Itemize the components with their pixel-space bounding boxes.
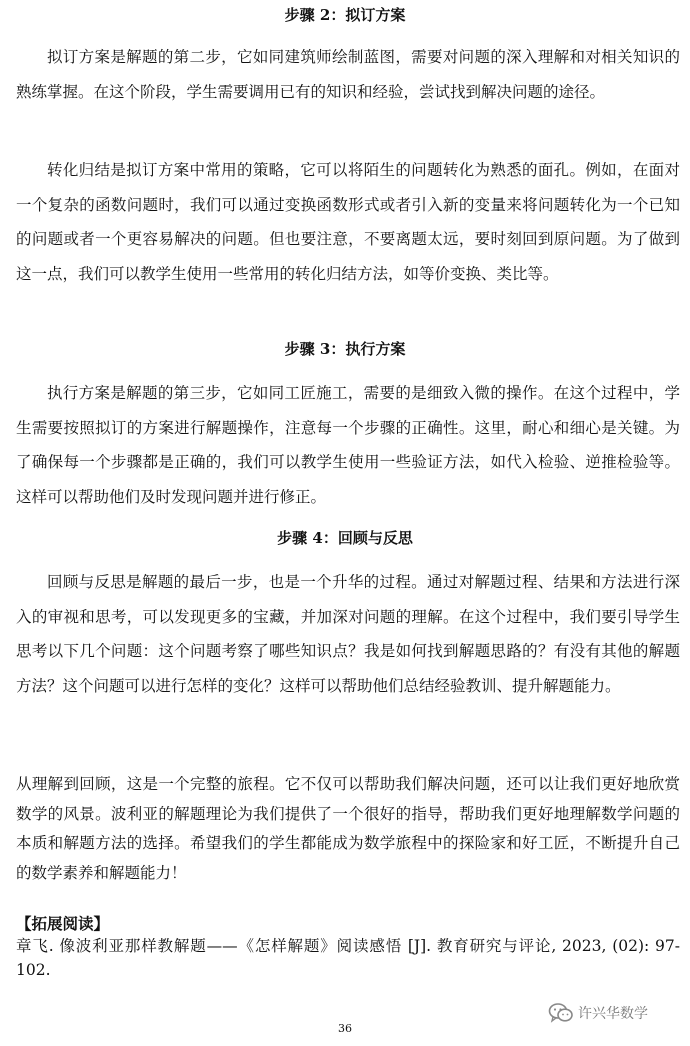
step-2-paragraph-1: 拟订方案是解题的第二步，它如同建筑师绘制蓝图，需要对问题的深入理解和对相关知识的熟练掌握。在这个阶段，学生需要调用已有的知识和经验，尝试找到解决问题的途径。 <box>16 48 680 101</box>
watermark-text: 许兴华数学 <box>578 1006 648 1022</box>
extended-reading-title: 【拓展阅读】 <box>16 914 110 933</box>
extended-reading-reference: 章飞. 像波利亚那样教解题——《怎样解题》阅读感悟 [J]. 教育研究与评论, 2023, (02): 97-102. <box>16 937 680 979</box>
page-number: 36 <box>338 1022 352 1035</box>
conclusion-paragraph: 从理解到回顾，这是一个完整的旅程。它不仅可以帮助我们解决问题，还可以让我们更好地欣赏数学的风景。波利亚的解题理论为我们提供了一个很好的指导，帮助我们更好地理解数学问题的本质和解题方法的选择。希望我们的学生都能成为数学旅程中的探险家和好工匠，不断提升自己的数学素养和解题能力！ <box>16 775 680 882</box>
step-3-paragraph-1: 执行方案是解题的第三步，它如同工匠施工，需要的是细致入微的操作。在这个过程中，学生需要按照拟订的方案进行解题操作，注意每一个步骤的正确性。这里，耐心和细心是关键。为了确保每一个步骤都是正确的，我们可以教学生使用一些验证方法，如代入检验、逆推检验等。这样可以帮助他们及时发现问题并进行修正。 <box>16 384 680 506</box>
wechat-icon <box>548 1002 574 1024</box>
step-4-paragraph-1: 回顾与反思是解题的最后一步，也是一个升华的过程。通过对解题过程、结果和方法进行深入的审视和思考，可以发现更多的宝藏，并加深对问题的理解。在这个过程中，我们要引导学生思考以下几个问题：这个问题考察了哪些知识点？我是如何找到解题思路的？有没有其他的解题方法？这个问题可以进行怎样的变化？这样可以帮助他们总结经验教训、提升解题能力。 <box>16 573 680 695</box>
step-2-paragraph-2: 转化归结是拟订方案中常用的策略，它可以将陌生的问题转化为熟悉的面孔。例如，在面对一个复杂的函数问题时，我们可以通过变换函数形式或者引入新的变量来将问题转化为一个已知的问题或者一个更容易解决的问题。但也要注意，不要离题太远，要时刻回到原问题。为了做到这一点，我们可以教学生使用一些常用的转化归结方法，如等价变换、类比等。 <box>16 161 680 283</box>
section-heading-step-3: 步骤 3：执行方案 <box>284 340 406 358</box>
section-heading-step-4: 步骤 4：回顾与反思 <box>277 529 413 547</box>
section-heading-step-2: 步骤 2：拟订方案 <box>284 6 406 24</box>
